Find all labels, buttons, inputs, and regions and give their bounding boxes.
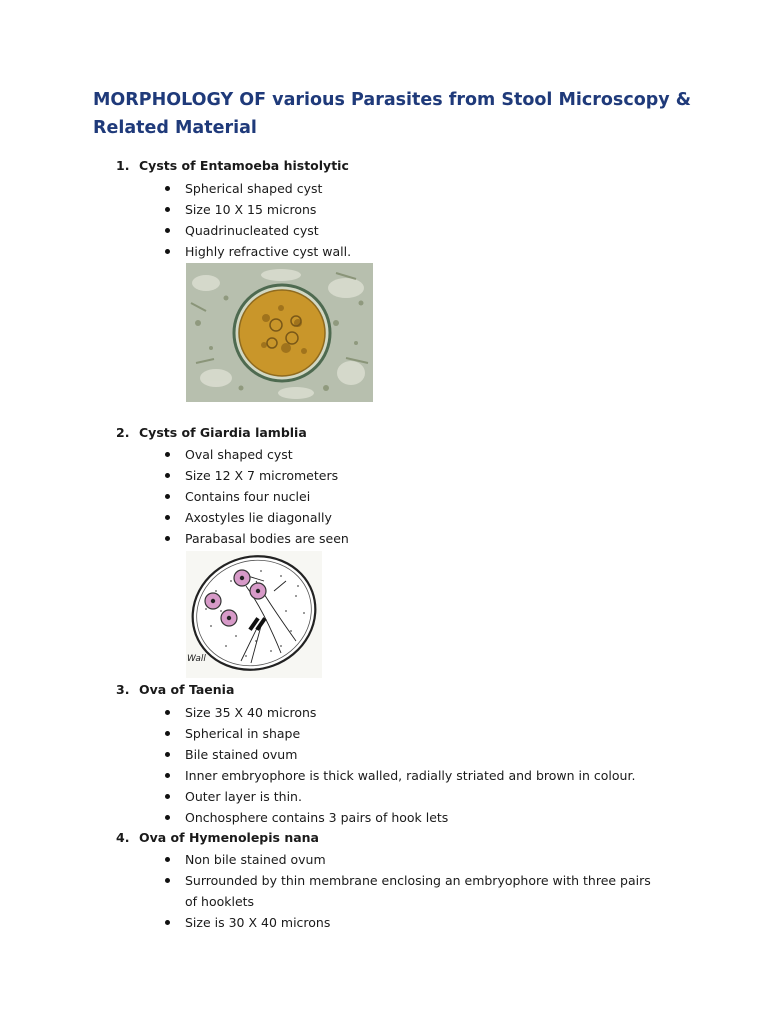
section-number: 1. [116, 158, 130, 173]
list-item: Size 35 X 40 microns [162, 702, 635, 723]
section-title: Ova of Taenia [139, 682, 235, 697]
section-heading-entamoeba [116, 157, 349, 175]
list-item: Surrounded by thin membrane enclosing an embryophore with three pairs of hooklets [162, 870, 665, 912]
list-item: Size 10 X 15 microns [162, 199, 351, 220]
page-title: MORPHOLOGY OF various Parasites from Stool Microscopy & Related Material [93, 90, 692, 138]
giardia-cyst-diagram [186, 551, 322, 678]
section-heading-hymenolepis [116, 829, 319, 847]
list-item: Onchosphere contains 3 pairs of hook lets [162, 807, 635, 828]
list-item: Quadrinucleated cyst [162, 220, 351, 241]
list-item: Size 12 X 7 micrometers [162, 465, 349, 486]
section-title: Cysts of Giardia lamblia [139, 425, 307, 440]
section-title: Ova of Hymenolepis nana [139, 830, 319, 845]
list-item: Spherical shaped cyst [162, 178, 351, 199]
list-item: Spherical in shape [162, 723, 635, 744]
section-number: 4. [116, 830, 130, 845]
bullet-list-giardia [162, 444, 349, 549]
section-number: 3. [116, 682, 130, 697]
list-item: Parabasal bodies are seen [162, 528, 349, 549]
bullet-list-hymenolepis [162, 849, 665, 933]
list-item: Non bile stained ovum [162, 849, 665, 870]
list-item: Outer layer is thin. [162, 786, 635, 807]
list-item: Size is 30 X 40 microns [162, 912, 665, 933]
bullet-list-taenia [162, 702, 635, 828]
list-item: Inner embryophore is thick walled, radially striated and brown in colour. [162, 765, 635, 786]
list-item: Contains four nuclei [162, 486, 349, 507]
section-title: Cysts of Entamoeba histolytic [139, 158, 349, 173]
list-item: Axostyles lie diagonally [162, 507, 349, 528]
list-item: Bile stained ovum [162, 744, 635, 765]
figure-label-wall: Wall [187, 654, 206, 664]
section-heading-giardia [116, 424, 307, 442]
entamoeba-cyst-micrograph [186, 263, 373, 402]
list-item: Highly refractive cyst wall. [162, 241, 351, 262]
section-heading-taenia [116, 681, 234, 699]
bullet-list-entamoeba [162, 178, 351, 262]
list-item: Oval shaped cyst [162, 444, 349, 465]
section-number: 2. [116, 425, 130, 440]
